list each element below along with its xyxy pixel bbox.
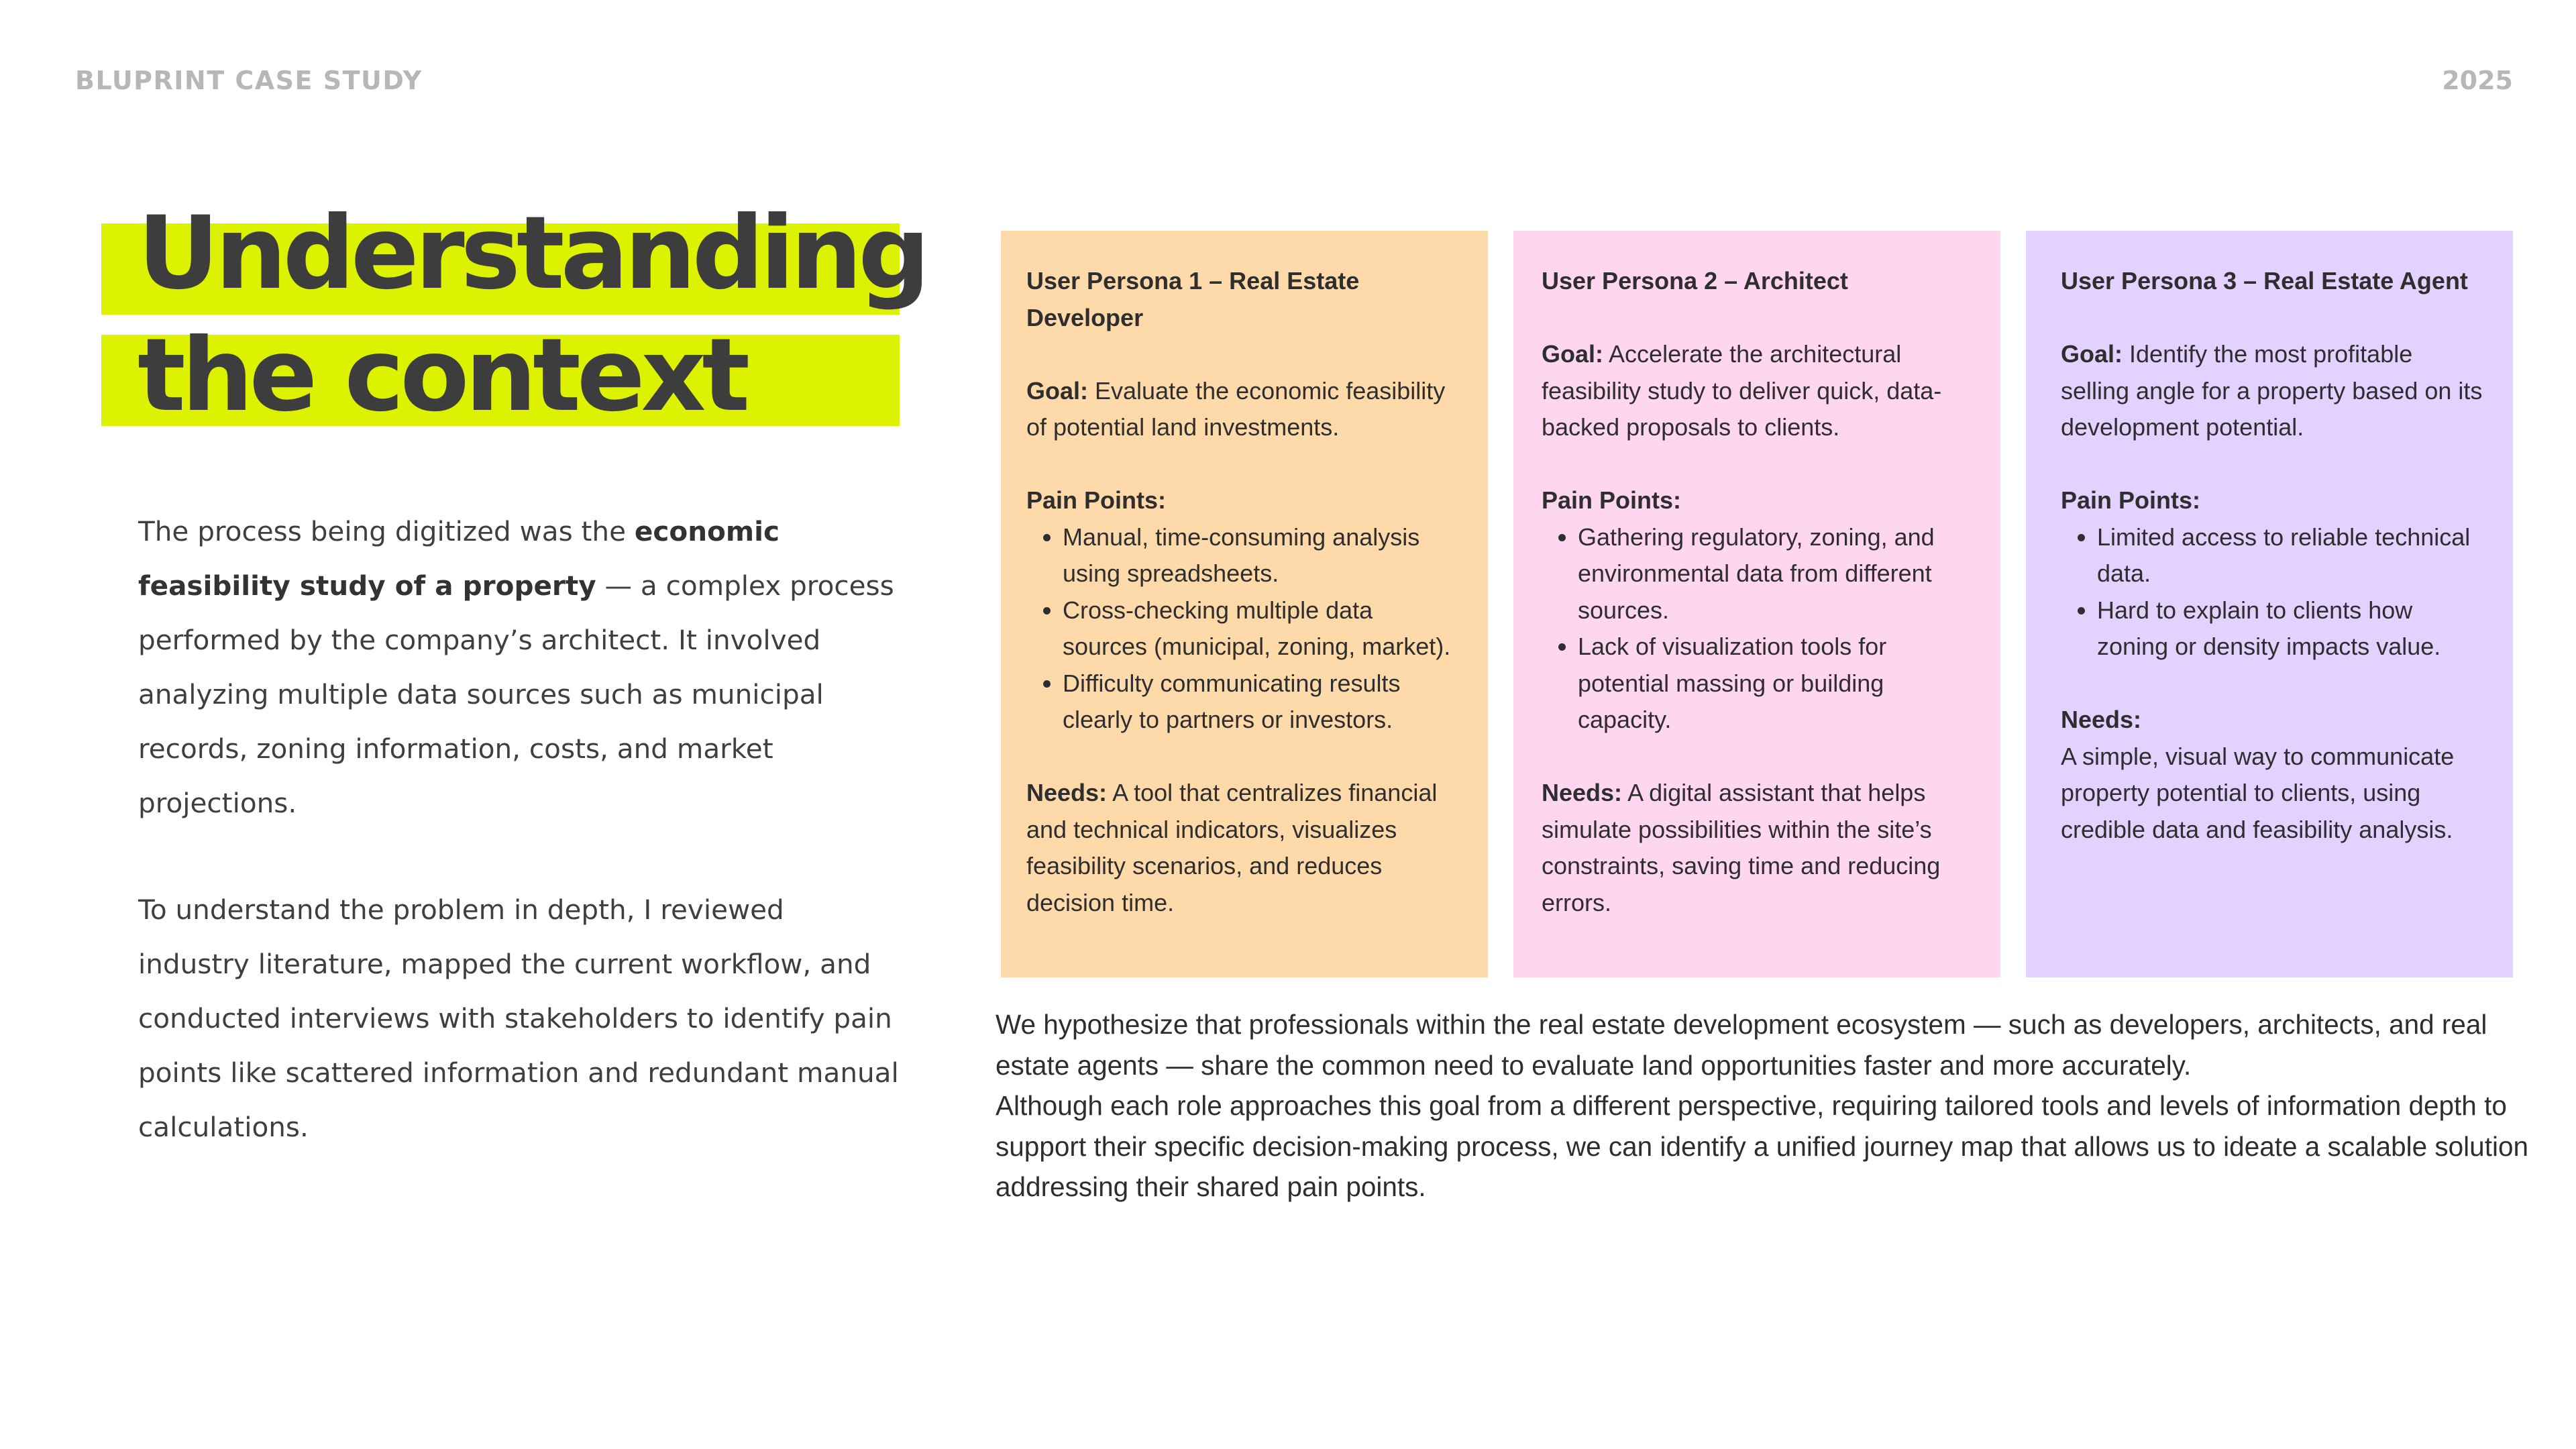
pain-point-item: • Cross-checking multiple data sources (municipal, zoning, market). [1063, 592, 1462, 665]
persona-goal: Goal: Accelerate the architectural feasibility study to deliver quick, data-backed proposals to clients. [1542, 340, 1942, 441]
persona-needs: Needs: A digital assistant that helps simulate possibilities within the site’s constraints, saving time and reducing errors. [1542, 779, 1941, 916]
persona-card-3 [2026, 231, 2513, 977]
year-label: 2025 [2442, 66, 2513, 95]
persona-needs-label: Needs: [2061, 706, 2142, 733]
persona-title: User Persona 3 – Real Estate Agent [2061, 267, 2468, 294]
hypothesis-line-1: We hypothesize that professionals within the real estate development ecosystem — such as developers, architects, and real estate agents — share the common need to evaluate land opportunities faster and more accurately. [996, 1009, 2487, 1081]
intro-paragraph-2: To understand the problem in depth, I reviewed industry literature, mapped the current workflow, and conducted interviews with stakeholders to identify pain points like scattered information and redundant manual calculations. [138, 894, 899, 1143]
persona-goal: Goal: Identify the most profitable selling angle for a property based on its development potential. [2061, 340, 2483, 441]
persona-card-1 [1001, 231, 1488, 977]
intro-paragraph-1: The process being digitized was the economic feasibility study of a property — a complex process performed by the company’s architect. It involved analyzing multiple data sources such as municipal records, zoning information, costs, and market projections. [138, 515, 894, 819]
page-title-line-2: the context [138, 317, 747, 434]
persona-card-2 [1513, 231, 2000, 977]
page-title-line-1: Understanding [138, 195, 926, 312]
persona-needs: Needs: A tool that centralizes financial and technical indicators, visualizes feasibility scenarios, and reduces decision time. [1026, 779, 1438, 916]
hypothesis-line-2: Although each role approaches this goal from a different perspective, requiring tailored tools and levels of information depth to support their specific decision-making process, we can identify a unified journey map that allows us to ideate a scalable solution addressing their shared pain points. [996, 1090, 2528, 1202]
persona-pain-list [1026, 519, 1462, 739]
pain-point-item: • Difficulty communicating results clearly to partners or investors. [1063, 665, 1462, 739]
pain-point-item: • Lack of visualization tools for potential massing or building capacity. [1578, 629, 1975, 739]
persona-pain-list [1542, 519, 1975, 739]
brand-label: BLUPRINT CASE STUDY [75, 66, 423, 95]
persona-pain-label: Pain Points: [1542, 486, 1682, 514]
pain-point-item: • Manual, time-consuming analysis using spreadsheets. [1063, 519, 1462, 592]
persona-goal: Goal: Evaluate the economic feasibility of potential land investments. [1026, 376, 1446, 441]
hypothesis-paragraph [996, 1004, 2532, 1208]
pain-point-item: • Limited access to reliable technical data. [2097, 519, 2487, 592]
persona-title: User Persona 1 – Real Estate Developer [1026, 267, 1360, 331]
persona-title: User Persona 2 – Architect [1542, 267, 1848, 294]
pain-point-item: • Hard to explain to clients how zoning or density impacts value. [2097, 592, 2487, 665]
pain-point-item: • Gathering regulatory, zoning, and environmental data from different sources. [1578, 519, 1975, 629]
persona-pain-label: Pain Points: [2061, 486, 2201, 514]
persona-pain-label: Pain Points: [1026, 486, 1167, 514]
persona-pain-list [2061, 519, 2487, 665]
persona-needs: A simple, visual way to communicate property potential to clients, using credible data and feasibility analysis. [2061, 742, 2455, 843]
